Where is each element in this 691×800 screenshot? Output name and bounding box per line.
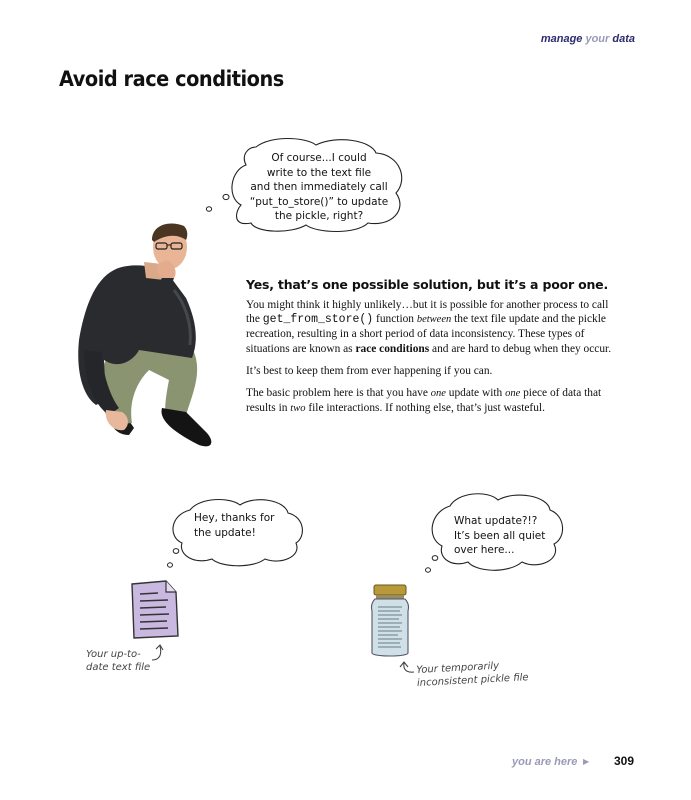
thought-bubble-jar	[418, 488, 568, 578]
bubble-top-line: the pickle, right?	[274, 210, 364, 222]
running-head	[541, 33, 635, 45]
p1-emphasis-between: between	[416, 314, 452, 326]
bubble-file-line: the update!	[194, 526, 256, 539]
bubble-top-text	[244, 151, 394, 224]
p1-text-b: function	[373, 313, 417, 326]
footer-arrow-icon: ▶	[583, 757, 590, 766]
page-title: Avoid race conditions	[59, 67, 284, 91]
text-file-icon	[128, 578, 180, 640]
paragraph-best-to-avoid: It’s best to keep them from ever happening if you can.	[246, 364, 493, 377]
bubble-jar-line: over here...	[454, 544, 515, 556]
paragraph-race-conditions	[246, 298, 616, 356]
thought-bubble-top	[196, 135, 411, 235]
p3-text-d: file interactions. If nothing else, that’s just wasteful.	[305, 402, 545, 415]
bubble-top-line: Of course...I could	[271, 152, 367, 164]
note-text-file	[86, 648, 150, 674]
bubble-jar-line: What update?!?	[454, 515, 538, 527]
bubble-jar-line: It’s been all quiet	[454, 529, 546, 542]
p3-emphasis-one-2: one	[505, 388, 521, 400]
p3-emphasis-one: one	[430, 388, 446, 400]
bubble-top-line: write to the text file	[266, 166, 372, 179]
p1-text-a: You might think it highly unlikely…but it is possible for another process to call the	[246, 299, 609, 326]
note-pickle-file	[416, 658, 529, 690]
p3-emphasis-two: two	[290, 403, 306, 415]
p3-text-b: update with	[445, 387, 506, 400]
note-arrow-jar	[398, 660, 418, 678]
note-pickle-file-line: Your temporarily	[416, 660, 500, 676]
bubble-top-line: “put_to_store()” to update	[249, 195, 389, 208]
p3-text-c: piece of data that results in	[246, 387, 602, 415]
thinking-man-photo	[74, 220, 224, 455]
running-head-data: data	[612, 33, 635, 45]
note-pickle-file-line: inconsistent pickle file	[416, 672, 529, 689]
p1-text-c: the text file update and the pickle recreation, resulting in a short period of data inconsistency. These types of situations are known as	[246, 313, 606, 355]
p3-text-a: The basic problem here is that you have	[246, 387, 431, 400]
bubble-jar-text	[454, 514, 564, 558]
p1-text-d: and are hard to debug when they occur.	[429, 342, 612, 355]
running-head-manage: manage	[540, 33, 583, 45]
paragraph-basic-problem	[246, 386, 616, 416]
bubble-file-text	[194, 511, 304, 540]
content-section	[246, 277, 616, 424]
bubble-file-line: Hey, thanks for	[194, 512, 275, 524]
footer-you-are-here: you are here	[512, 756, 578, 768]
page-number: 309	[614, 754, 635, 768]
running-head-your: your	[585, 33, 610, 45]
pickle-jar-icon	[370, 583, 410, 659]
bubble-top-line: and then immediately call	[250, 181, 388, 193]
note-text-file-line: date text file	[86, 662, 151, 673]
term-race-conditions: race conditions	[355, 342, 430, 355]
note-arrow-file	[148, 642, 168, 664]
note-text-file-line: Your up-to-	[86, 649, 141, 660]
thought-bubble-file	[160, 495, 310, 570]
inline-code-get-from-store: get_from_store()	[262, 313, 374, 327]
section-heading: Yes, that’s one possible solution, but it’s a poor one.	[246, 277, 608, 292]
